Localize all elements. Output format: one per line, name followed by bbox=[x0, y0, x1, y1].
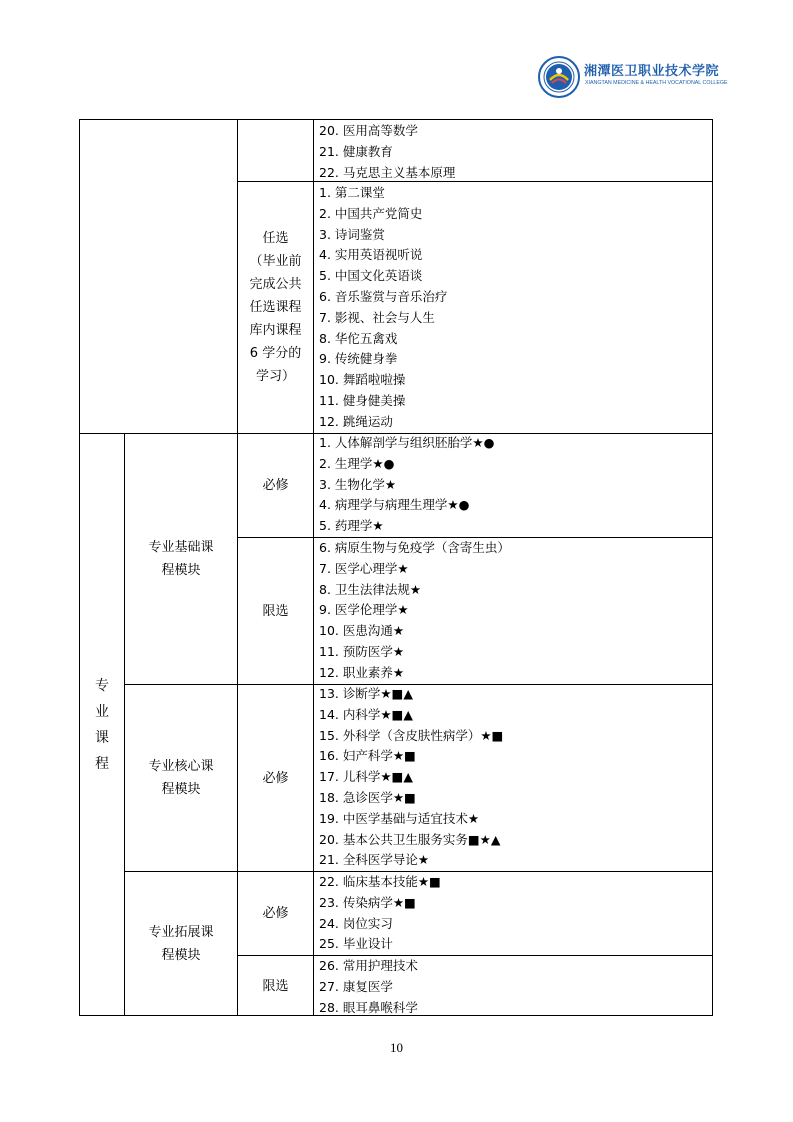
core-required-cell bbox=[238, 685, 313, 871]
list-item: 12. 职业素养★ bbox=[319, 664, 405, 680]
professional-courses-label: 专业课程 bbox=[95, 678, 109, 772]
list-item: 17. 儿科学★■▲ bbox=[319, 769, 413, 785]
list-item: 4. 病理学与病理生理学★● bbox=[319, 497, 470, 513]
list-item: 14. 内科学★■▲ bbox=[319, 706, 413, 722]
list-item: 25. 毕业设计 bbox=[319, 936, 393, 952]
professional-courses-cell bbox=[80, 434, 124, 1016]
list-item: 23. 传染病学★■ bbox=[319, 894, 416, 910]
list-item: 7. 影视、社会与人生 bbox=[319, 309, 435, 325]
list-item: 6. 音乐鉴赏与音乐治疗 bbox=[319, 288, 448, 304]
list-item: 26. 常用护理技术 bbox=[319, 958, 418, 973]
list-item: 7. 医学心理学★ bbox=[319, 560, 409, 576]
elective-course-list bbox=[319, 183, 447, 433]
college-name-en: XIANGTAN MEDICINE & HEALTH VOCATIONAL COLLEGE bbox=[585, 80, 728, 86]
core-module-label: 专业核心课程模块 bbox=[148, 759, 214, 797]
foundation-limited-label: 限选 bbox=[262, 603, 289, 619]
list-item: 8. 卫生法律法规★ bbox=[319, 581, 422, 597]
core-module-cell bbox=[125, 685, 237, 871]
elective-label: 任选 bbox=[262, 231, 289, 246]
list-item: 10. 舞蹈啦啦操 bbox=[319, 372, 406, 388]
extension-limited-list bbox=[319, 956, 418, 1018]
grid-line bbox=[313, 119, 314, 1016]
list-item: 10. 医患沟通★ bbox=[319, 623, 405, 639]
list-item: 3. 生物化学★ bbox=[319, 476, 397, 492]
list-item: 5. 中国文化英语谈 bbox=[319, 268, 423, 284]
list-item: 4. 实用英语视听说 bbox=[319, 247, 423, 263]
elective-note: （毕业前完成公共任选课程库内课程6 学分的学习） bbox=[249, 254, 302, 384]
extension-module-cell bbox=[125, 872, 237, 1016]
list-item: 2. 生理学★● bbox=[319, 455, 395, 471]
list-item: 1. 第二课堂 bbox=[319, 185, 385, 200]
extension-limited-cell bbox=[238, 956, 313, 1016]
list-item: 20. 医用高等数学 bbox=[319, 123, 418, 138]
page-number: 10 bbox=[390, 1040, 403, 1055]
list-item: 1. 人体解剖学与组织胚胎学★● bbox=[319, 435, 495, 450]
foundation-required-list bbox=[319, 433, 495, 537]
extension-limited-label: 限选 bbox=[262, 978, 289, 994]
list-item: 11. 预防医学★ bbox=[319, 643, 405, 659]
list-item: 3. 诗词鉴赏 bbox=[319, 226, 385, 242]
list-item: 27. 康复医学 bbox=[319, 978, 393, 994]
foundation-required-cell bbox=[238, 434, 313, 537]
list-item: 12. 跳绳运动 bbox=[319, 413, 393, 429]
list-item: 24. 岗位实习 bbox=[319, 915, 393, 931]
list-item: 9. 传统健身拳 bbox=[319, 351, 398, 367]
extension-required-cell bbox=[238, 872, 313, 955]
list-item: 20. 基本公共卫生服务实务■★▲ bbox=[319, 831, 501, 847]
list-item: 18. 急诊医学★■ bbox=[319, 789, 416, 805]
extension-required-list bbox=[319, 872, 441, 955]
foundation-limited-list bbox=[319, 538, 510, 684]
list-item: 21. 全科医学导论★ bbox=[319, 852, 430, 868]
list-item: 2. 中国共产党简史 bbox=[319, 205, 423, 221]
list-item: 6. 病原生物与免疫学（含寄生虫） bbox=[319, 540, 510, 555]
list-item: 28. 眼耳鼻喉科学 bbox=[319, 999, 418, 1015]
list-item: 8. 华佗五禽戏 bbox=[319, 330, 398, 346]
list-item: 9. 医学伦理学★ bbox=[319, 602, 409, 618]
list-item: 16. 妇产科学★■ bbox=[319, 748, 416, 764]
list-item: 22. 临床基本技能★■ bbox=[319, 874, 441, 889]
list-item: 21. 健康教育 bbox=[319, 143, 393, 159]
college-seal-icon bbox=[538, 56, 580, 98]
extension-required-label: 必修 bbox=[262, 906, 289, 921]
extension-module-label: 专业拓展课程模块 bbox=[148, 925, 214, 963]
college-logo bbox=[538, 56, 728, 100]
list-item: 22. 马克思主义基本原理 bbox=[319, 164, 456, 180]
list-item: 5. 药理学★ bbox=[319, 518, 384, 534]
list-item: 15. 外科学（含皮肤性病学）★■ bbox=[319, 727, 504, 743]
list-item: 11. 健身健美操 bbox=[319, 392, 406, 408]
elective-cell bbox=[238, 182, 313, 433]
foundation-required-label: 必修 bbox=[262, 478, 289, 493]
foundation-module-cell bbox=[125, 434, 237, 684]
foundation-limited-cell bbox=[238, 538, 313, 684]
foundation-module-label: 专业基础课程模块 bbox=[148, 540, 214, 578]
college-name: 湘潭医卫职业技术学院 bbox=[584, 64, 720, 79]
core-required-label: 必修 bbox=[262, 770, 289, 786]
list-item: 19. 中医学基础与适宜技术★ bbox=[319, 810, 480, 826]
public-required-continued-list bbox=[319, 121, 455, 183]
list-item: 13. 诊断学★■▲ bbox=[319, 686, 413, 701]
core-required-list bbox=[319, 684, 503, 871]
